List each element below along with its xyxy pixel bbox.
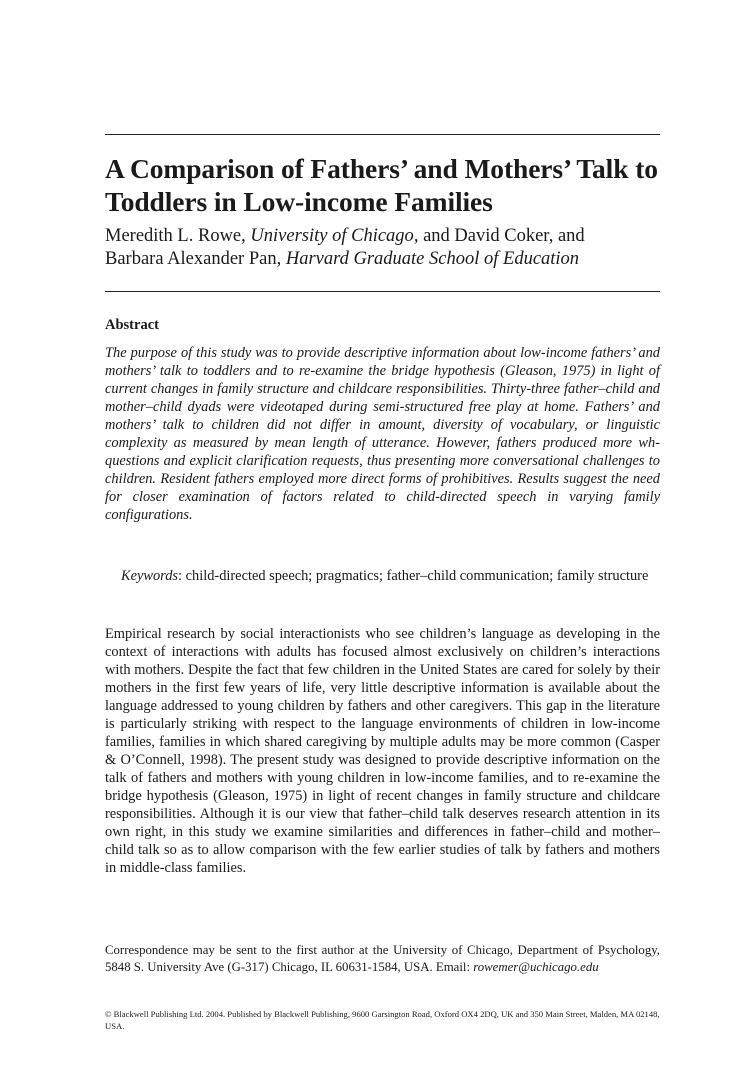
correspondence-text: Correspondence may be sent to the first author at the University of Chicago, Department of Psychology, 5848 S. University Ave (G-317) Chicago, IL 60631-1584, USA. Email: [105, 943, 660, 974]
author-affiliation: University of Chicago [250, 226, 414, 246]
body-paragraph: Empirical research by social interactionists who see children’s language as developing in the context of interactions with adults has focused almost exclusively on children’s interactions with mothers. Despite the fact that few children in the United States are cared for solely by their mothers in the first few years of life, very little descriptive information is available about the language addressed to young children by fathers and other caregivers. This gap in the literature is particularly striking with respect to the language environments of children in low-income families, families in which shared caregiving by multiple adults may be more common (Casper & O’Connell, 1998). The present study was designed to provide descriptive information on the talk of fathers and mothers with young children in low-income families, and to re-examine the bridge hypothesis (Gleason, 1975) in light of recent changes in family structure and childcare responsibilities. Although it is our view that father–child talk deserves research attention in its own right, in this study we examine similarities and differences in father–child and mother–child talk so as to allow comparison with the few earlier studies of talk by fathers and mothers in middle-class families. [105, 626, 660, 876]
keywords-label: Keywords [121, 568, 179, 584]
author-name: Barbara Alexander Pan, [105, 249, 286, 269]
author-name: , and David Coker, and [413, 226, 585, 246]
top-rule [105, 134, 660, 135]
keywords-text: : child-directed speech; pragmatics; father–child communication; family structure [178, 568, 649, 584]
author-name: Meredith L. Rowe, [105, 226, 251, 246]
article-title: A Comparison of Fathers’ and Mothers’ Talk to Toddlers in Low-income Families [105, 153, 658, 217]
keywords [121, 567, 660, 585]
correspondence-note [105, 942, 660, 976]
abstract-text: The purpose of this study was to provide descriptive information about low-income fathers’ and mothers’ talk to toddlers and to re-examine the bridge hypothesis (Gleason, 1975) in light of current changes in family structure and childcare responsibilities. Thirty-three father–child and mother–child dyads were videotaped during semi-structured free play at home. Fathers’ and mothers’ talk to children did not differ in amount, diversity of vocabulary, or linguistic complexity as measured by mean length of utterance. However, fathers produced more wh-questions and explicit clarification requests, thus presenting more conversational challenges to children. Resident fathers employed more direct forms of prohibitives. Results suggest the need for closer examination of factors related to child-directed speech in varying family configurations. [105, 345, 660, 523]
copyright-notice: © Blackwell Publishing Ltd. 2004. Published by Blackwell Publishing, 9600 Garsington Road, Oxford OX4 2DQ, UK and 350 Main Street, Malden, MA 02148, USA. [105, 1009, 660, 1031]
author-affiliation: Harvard Graduate School of Education [285, 249, 580, 269]
bottom-rule [105, 291, 660, 292]
correspondence-email[interactable]: rowemer@uchicago.edu [473, 960, 599, 974]
author-block [105, 225, 665, 271]
abstract-heading: Abstract [105, 317, 159, 333]
